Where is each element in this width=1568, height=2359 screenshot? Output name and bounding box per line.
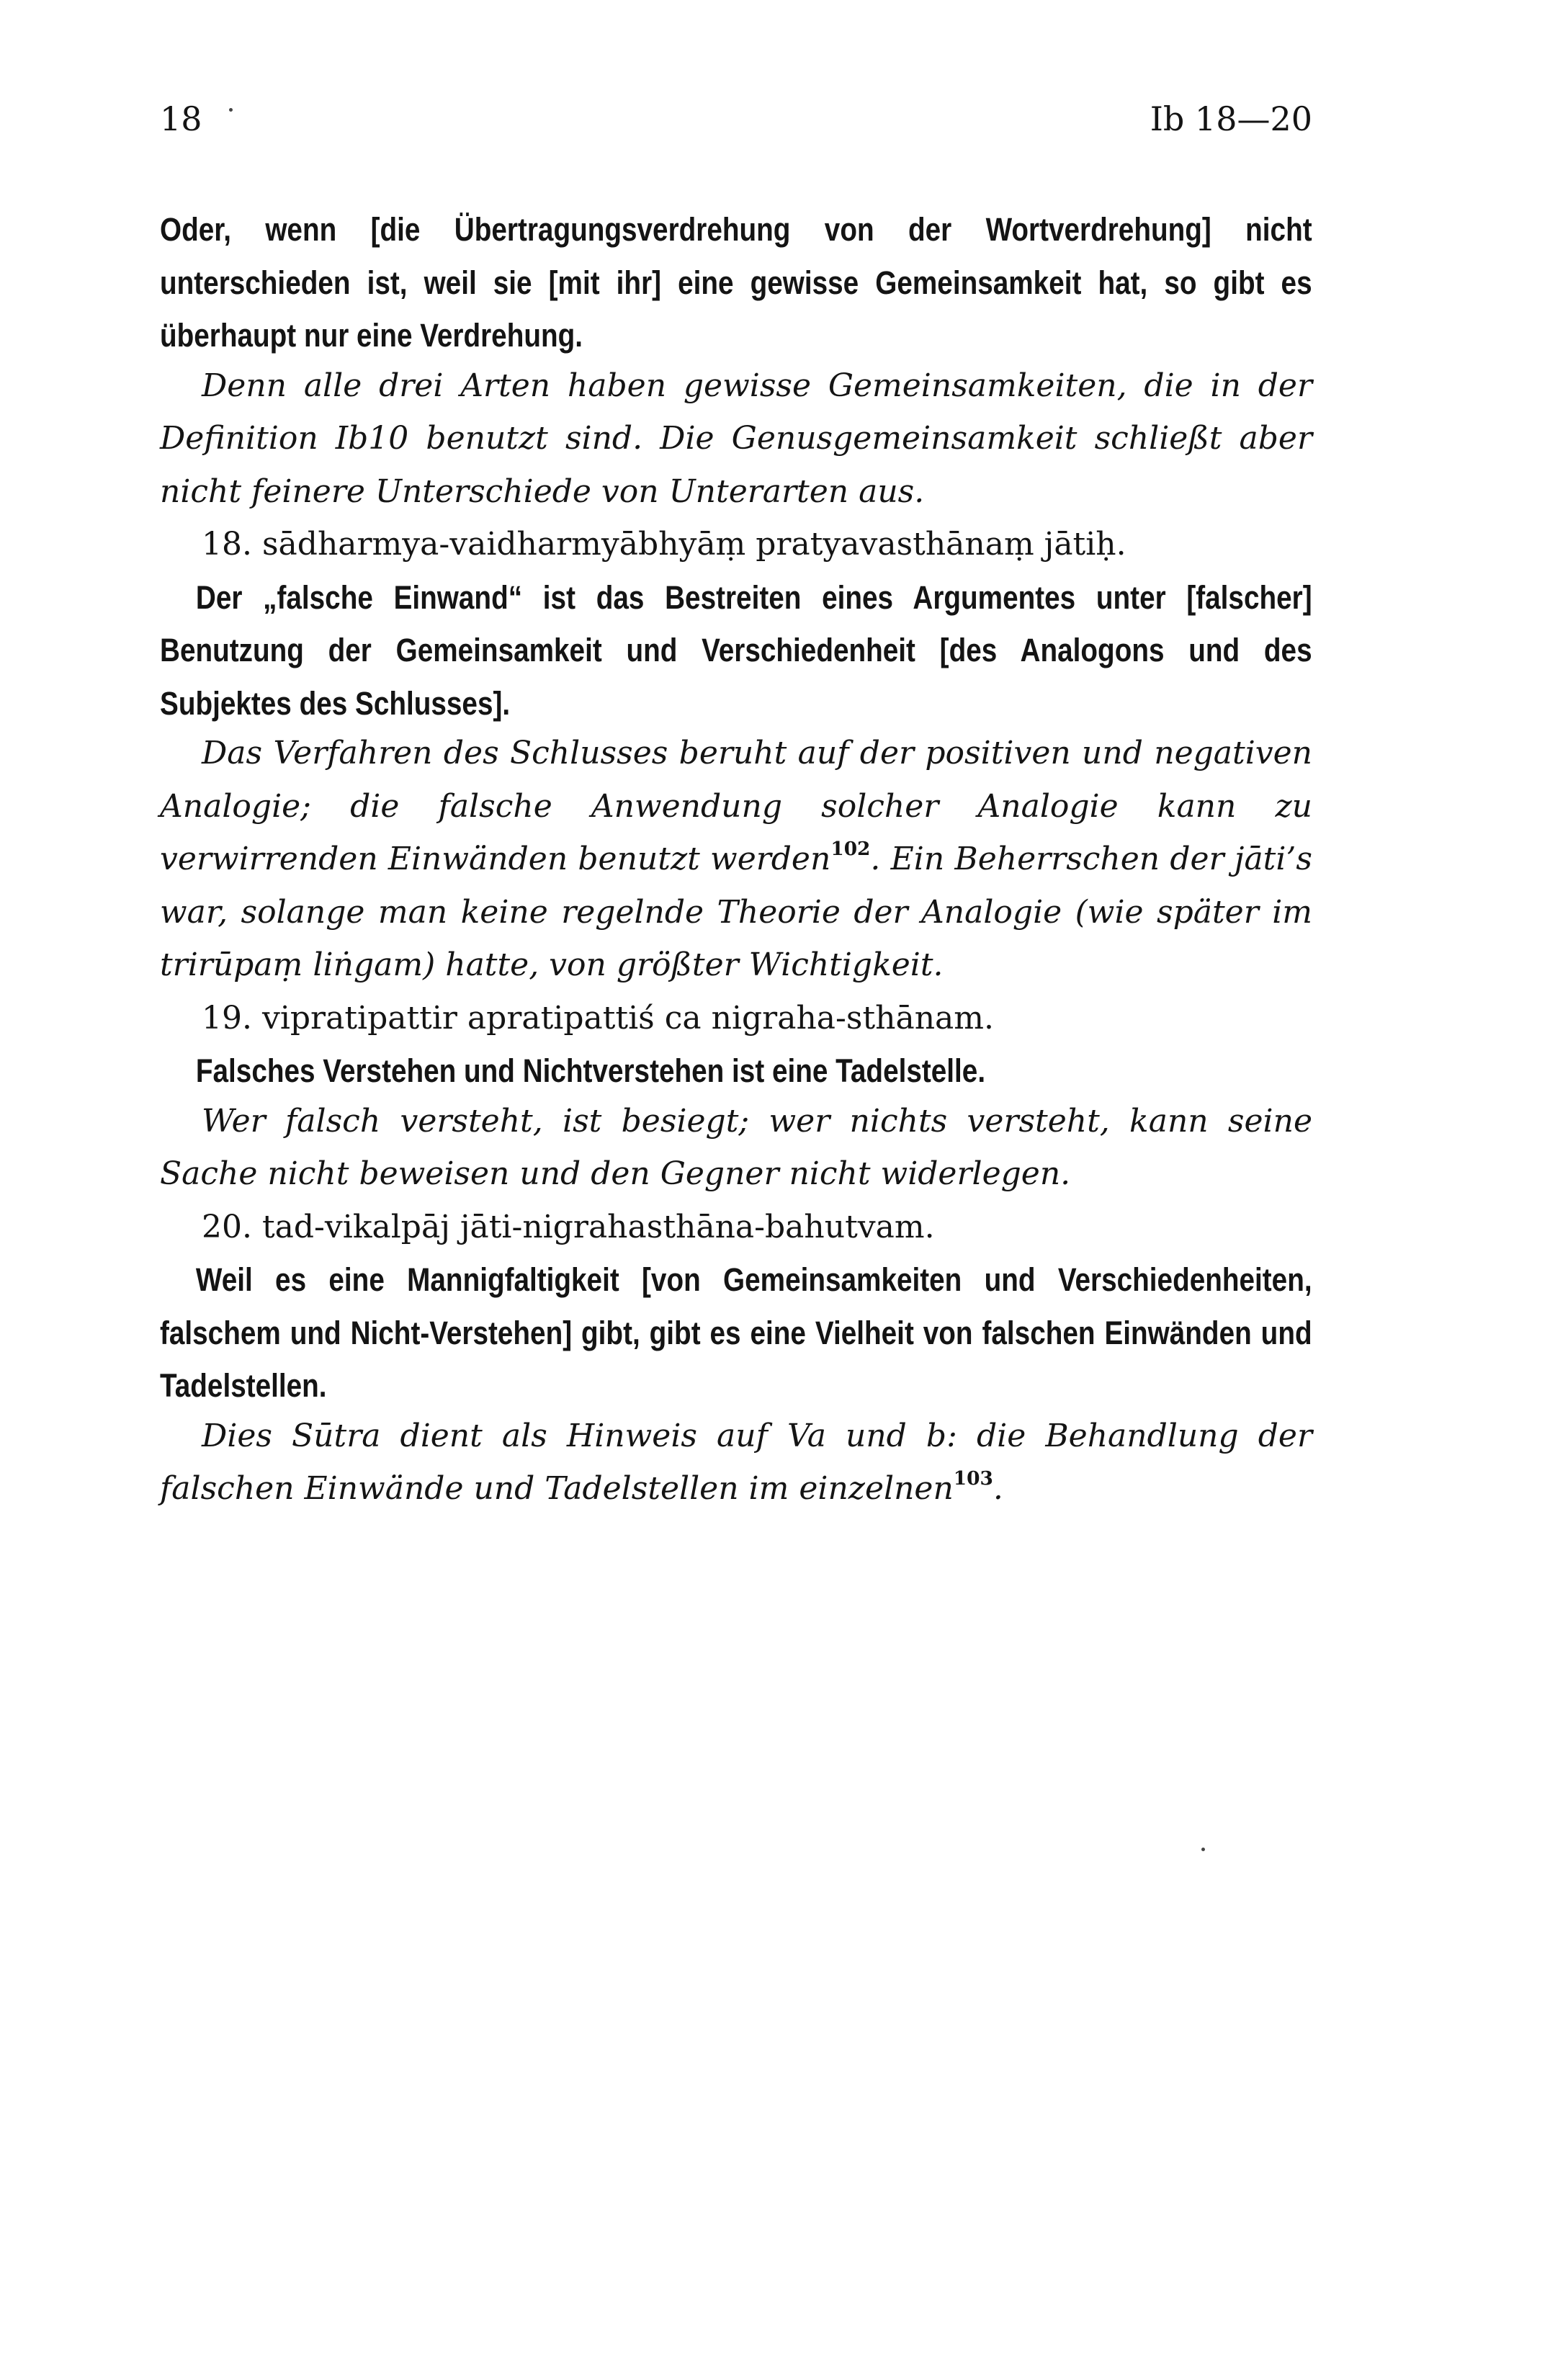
main-text [160, 203, 1312, 1516]
footnote-ref: 103 [953, 1467, 993, 1490]
commentary-text: Dies Sūtra dient als Hinweis auf Va und b: die Behandlung der falschen Einwände und Tadelstellen im einzelnen [160, 1417, 1312, 1507]
commentary-paragraph [160, 1410, 1312, 1516]
translation-paragraph: Oder, wenn [die Übertragungsverdrehung von der Wortverdrehung] nicht unterschieden ist, weil sie [mit ihr] eine gewisse Gemeinsamkeit hat, so gibt es überhaupt nur eine Verdrehung. [160, 211, 1312, 354]
commentary-text: . [993, 1470, 1003, 1507]
commentary-text: Das Verfahren des Schlusses beruht auf der positiven und negativen Analogie; die falsche Anwendung solcher Analogie kann zu verwirrenden Einwänden benutzt werden [160, 735, 1312, 877]
print-speck [1201, 1848, 1205, 1851]
sutra-line: 20. tad-vikalpāj jāti-nigrahasthāna-bahutvam. [202, 1208, 935, 1245]
sutra-line: 18. sādharmya-vaidharmyābhyāṃ pratyavasthānaṃ jātiḥ. [202, 526, 1126, 563]
page-number: 18 [160, 99, 202, 138]
footnote-ref: 102 [830, 838, 871, 861]
page-header [160, 99, 1312, 150]
commentary-paragraph: Denn alle drei Arten haben gewisse Gemeinsamkeiten, die in der Definition Ib10 benutzt sind. Die Genusgemeinsamkeit schließt aber nicht feinere Unterschiede von Unterarten aus. [160, 367, 1312, 510]
running-head: Ib 18—20 [1150, 99, 1312, 138]
commentary-text: . Ein Beherrschen der jāti’s war, solange man keine regelnde Theorie der Analogie (wie später im trirūpaṃ liṅgam) hatte, von größter Wichtigkeit. [160, 841, 1312, 983]
sutra-line: 19. vipratipattir apratipattiś ca nigraha-sthānam. [202, 999, 994, 1037]
commentary-paragraph: Wer falsch versteht, ist besiegt; wer nichts versteht, kann seine Sache nicht beweisen und den Gegner nicht widerlegen. [160, 1102, 1312, 1192]
print-speck [229, 108, 233, 112]
translation-paragraph: Falsches Verstehen und Nichtverstehen ist eine Tadelstelle. [195, 1052, 986, 1089]
translation-paragraph: Der „falsche Einwand“ ist das Bestreiten eines Argumentes unter [falscher] Benutzung der Gemeinsamkeit und Verschiedenheit [des Analogons und des Subjektes des Schlusses]. [160, 578, 1312, 722]
commentary-paragraph [160, 727, 1312, 992]
translation-paragraph: Weil es eine Mannigfaltigkeit [von Gemeinsamkeiten und Verschiedenheiten, falschem und Nicht-Verstehen] gibt, gibt es eine Vielheit von falschen Einwänden und Tadelstellen. [160, 1261, 1312, 1404]
